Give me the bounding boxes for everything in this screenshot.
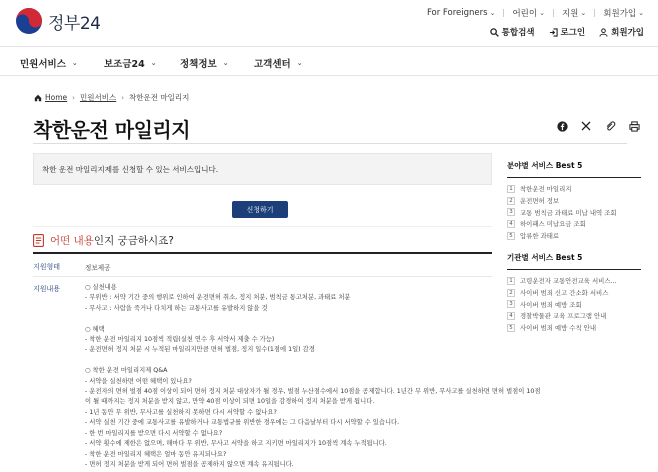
rank-number: 5: [507, 324, 515, 332]
content-line: ○ 착한 운전 마일리지제 Q&A: [85, 367, 168, 375]
chevron-down-icon: ⌄: [150, 59, 157, 67]
login-label: 로그인: [560, 28, 586, 38]
search-icon: [490, 28, 499, 37]
content-line: - 서약 실천 기간 중에 교통사고를 유발하거나 교통법규를 위반한 경우에는 그 다음날부터 다시 서약할 수 있습니다.: [85, 419, 400, 427]
sidebar-item[interactable]: [507, 218, 641, 230]
sidebar-list: [507, 275, 641, 333]
section-title-highlight: 어떤 내용: [50, 235, 94, 247]
sidebar-item-label: 운전면허 정보: [520, 197, 560, 206]
content-line: - 서약을 실천하면 어떤 혜택이 있나요?: [85, 377, 192, 385]
content-line: - 운전자의 면허 벌점 40점 이상이 되어 면허 정지 처분 대상자가 될 경우, 벌점 누산점수에서 10점을 공제합니다. 1년간 무 위반, 무사고를 실천하면 면허 벌점이 10점: [85, 388, 541, 396]
site-logo[interactable]: [16, 8, 100, 34]
chevron-right-icon: ›: [121, 93, 125, 102]
separator: [503, 9, 504, 17]
sidebar-title: 분야별 서비스 Best 5: [507, 160, 641, 178]
detail-value: 정보제공: [85, 264, 111, 272]
section-divider: [33, 252, 492, 254]
user-icon: [599, 28, 608, 37]
breadcrumb-home-label: Home: [45, 93, 68, 102]
x-icon[interactable]: [580, 120, 592, 132]
nav-label: 정책정보: [180, 59, 217, 70]
share-tools: [556, 120, 640, 132]
breadcrumb: [34, 92, 189, 103]
chevron-down-icon: ⌄: [580, 9, 587, 17]
rank-number: 1: [507, 277, 515, 285]
content-line: - 1년 동안 무 위반, 무사고를 실천하지 못하면 다시 서약할 수 없나요?: [85, 408, 277, 416]
sidebar-item-label: 고령운전자 교통안전교육 서비스...: [520, 277, 617, 286]
sidebar-item-label: 압류한 과태료: [520, 232, 560, 241]
nav-label: 민원서비스: [20, 59, 66, 70]
search-label: 통합검색: [501, 28, 535, 38]
content-line: - 한 번 마일리지를 받으면 다시 서약할 수 없나요?: [85, 429, 223, 437]
nav-item-policy[interactable]: [180, 56, 229, 70]
header-actions: [490, 26, 644, 38]
chevron-down-icon: ⌄: [638, 9, 644, 17]
kids-link[interactable]: [512, 7, 545, 19]
signup-button[interactable]: [599, 26, 644, 38]
content-line: 이 될 때까지는 정지 처분을 받지 않고, 만약 40점 이상이 되면 10일을 감경하여 정지 처분을 받게 됩니다.: [85, 398, 375, 406]
sidebar-item[interactable]: [507, 310, 641, 322]
section-heading: [33, 233, 174, 248]
row-divider: [33, 276, 492, 277]
content-line: - 서약 횟수에 제한은 없으며, 해마다 무 위반, 무사고 서약을 하고 지키면 마일리지가 10점씩 계속 누적됩니다.: [85, 440, 387, 448]
content-line: - 운전면허 정지 처분 시 누적된 마일리지만큼 면허 벌점, 정지 일수(1점에 1일) 감경: [85, 346, 315, 354]
sidebar-item[interactable]: [507, 322, 641, 334]
sidebar-item-label: 사이버 범죄 예방 수칙 안내: [520, 324, 597, 333]
login-icon: [549, 28, 558, 37]
content-line: - 무사고 : 사람을 죽거나 다치게 하는 교통사고를 유발하지 않을 것: [85, 304, 268, 312]
content-line: ○ 실천내용: [85, 284, 117, 291]
content-line: - 착한 운전 마일리지 10점씩 적립(실천 연수 후 서약서 제출 수 가능): [85, 336, 275, 344]
home-icon: [34, 94, 42, 102]
content-line: - 무위반 : 서약 기간 중의 행위로 인하여 운전면허 취소, 정지 처분, 범칙금 통고처분, 과태료 처분: [85, 294, 351, 302]
kids-label: 어린이: [512, 9, 538, 19]
content-line: [85, 356, 490, 366]
support-label: 지원: [561, 9, 579, 19]
sidebar-item-label: 사이버 범죄 신고 간소화 서비스: [520, 289, 609, 298]
sidebar-title: 기관별 서비스 Best 5: [507, 252, 641, 270]
nav-item-civil-service[interactable]: [20, 56, 78, 70]
sidebar-item-label: 착한운전 마일리지: [520, 185, 572, 194]
sidebar-item[interactable]: [507, 206, 641, 218]
content-line: [85, 314, 490, 324]
section-title-rest: 인지 궁금하시죠?: [93, 235, 174, 247]
content-line: ○ 혜택: [85, 325, 105, 333]
breadcrumb-home[interactable]: [34, 93, 67, 102]
nav-item-customer-center[interactable]: [254, 56, 303, 70]
rank-number: 1: [507, 185, 515, 193]
service-summary: 착한 운전 마일리지제를 신청할 수 있는 서비스입니다.: [33, 153, 492, 185]
search-button[interactable]: [490, 26, 535, 38]
sidebar-item[interactable]: [507, 275, 641, 287]
member-menu-link[interactable]: [603, 7, 644, 19]
sidebar-item[interactable]: [507, 298, 641, 310]
member-menu-label: 회원가입: [603, 9, 637, 19]
rank-number: 5: [507, 232, 515, 240]
chevron-down-icon: ⌄: [296, 59, 303, 67]
nav-label: 고객센터: [254, 59, 291, 70]
sidebar-item[interactable]: [507, 195, 641, 207]
main-navigation: [0, 46, 658, 76]
rank-number: 4: [507, 220, 515, 228]
chevron-down-icon: ⌄: [222, 59, 229, 67]
separator: [594, 9, 595, 17]
rank-number: 2: [507, 289, 515, 297]
sidebar-item-label: 하이패스 미납요금 조회: [520, 220, 586, 229]
sidebar-list: [507, 183, 641, 241]
page-title: 착한운전 마일리지: [33, 118, 191, 142]
sidebar-item[interactable]: [507, 287, 641, 299]
title-divider: [33, 143, 627, 144]
print-icon[interactable]: [628, 120, 640, 132]
nav-item-subsidy[interactable]: [104, 56, 157, 70]
top-header: [0, 0, 658, 46]
signup-label: 회원가입: [611, 28, 644, 38]
for-foreigners-link[interactable]: [427, 8, 495, 18]
sidebar-item[interactable]: [507, 230, 641, 242]
rank-number: 4: [507, 312, 515, 320]
detail-label: 지원형태: [33, 263, 61, 271]
apply-button[interactable]: 신청하기: [232, 201, 288, 218]
for-foreigners-label: For Foreigners: [426, 8, 488, 18]
chevron-right-icon: ›: [72, 93, 75, 102]
support-content: [85, 283, 541, 470]
sidebar-org-best: [507, 252, 641, 333]
sidebar-item-label: 경찰박물관 교육 프로그램 안내: [520, 312, 607, 321]
nav-label: 보조금24: [104, 59, 145, 70]
separator: [553, 9, 554, 17]
sidebar-field-best: [507, 160, 641, 241]
support-link[interactable]: [562, 7, 586, 19]
utility-menu: [427, 7, 644, 19]
rank-number: 3: [507, 208, 515, 216]
breadcrumb-civil-service[interactable]: 민원서비스: [79, 93, 117, 102]
facebook-icon[interactable]: [556, 120, 568, 132]
breadcrumb-current: 착한운전 마일리지: [129, 93, 190, 102]
rank-number: 3: [507, 300, 515, 308]
sidebar-item-label: 교통 범칙금 과태료 미납 내역 조회: [520, 208, 617, 217]
sidebar-item-label: 사이버 범죄 예방 조회: [520, 300, 582, 309]
chevron-down-icon: ⌄: [71, 59, 78, 67]
link-icon[interactable]: [604, 120, 616, 132]
login-button[interactable]: [549, 26, 586, 38]
sidebar-item[interactable]: [507, 183, 641, 195]
detail-label: 지원내용: [33, 285, 61, 293]
document-icon: [33, 234, 44, 247]
divider: [33, 226, 492, 227]
taegeuk-emblem-icon: [16, 8, 42, 34]
rank-number: 2: [507, 197, 515, 205]
content-line: - 면허 정지 처분을 받게 되어 면허 벌점을 공제하지 않으면 계속 유지됩니다.: [85, 460, 294, 468]
chevron-down-icon: ⌄: [539, 9, 545, 17]
content-line: - 착한 운전 마일리지 혜택은 얼마 동안 유지되나요?: [85, 450, 227, 458]
logo-text: 정부24: [48, 13, 101, 34]
chevron-down-icon: ⌄: [489, 9, 496, 17]
